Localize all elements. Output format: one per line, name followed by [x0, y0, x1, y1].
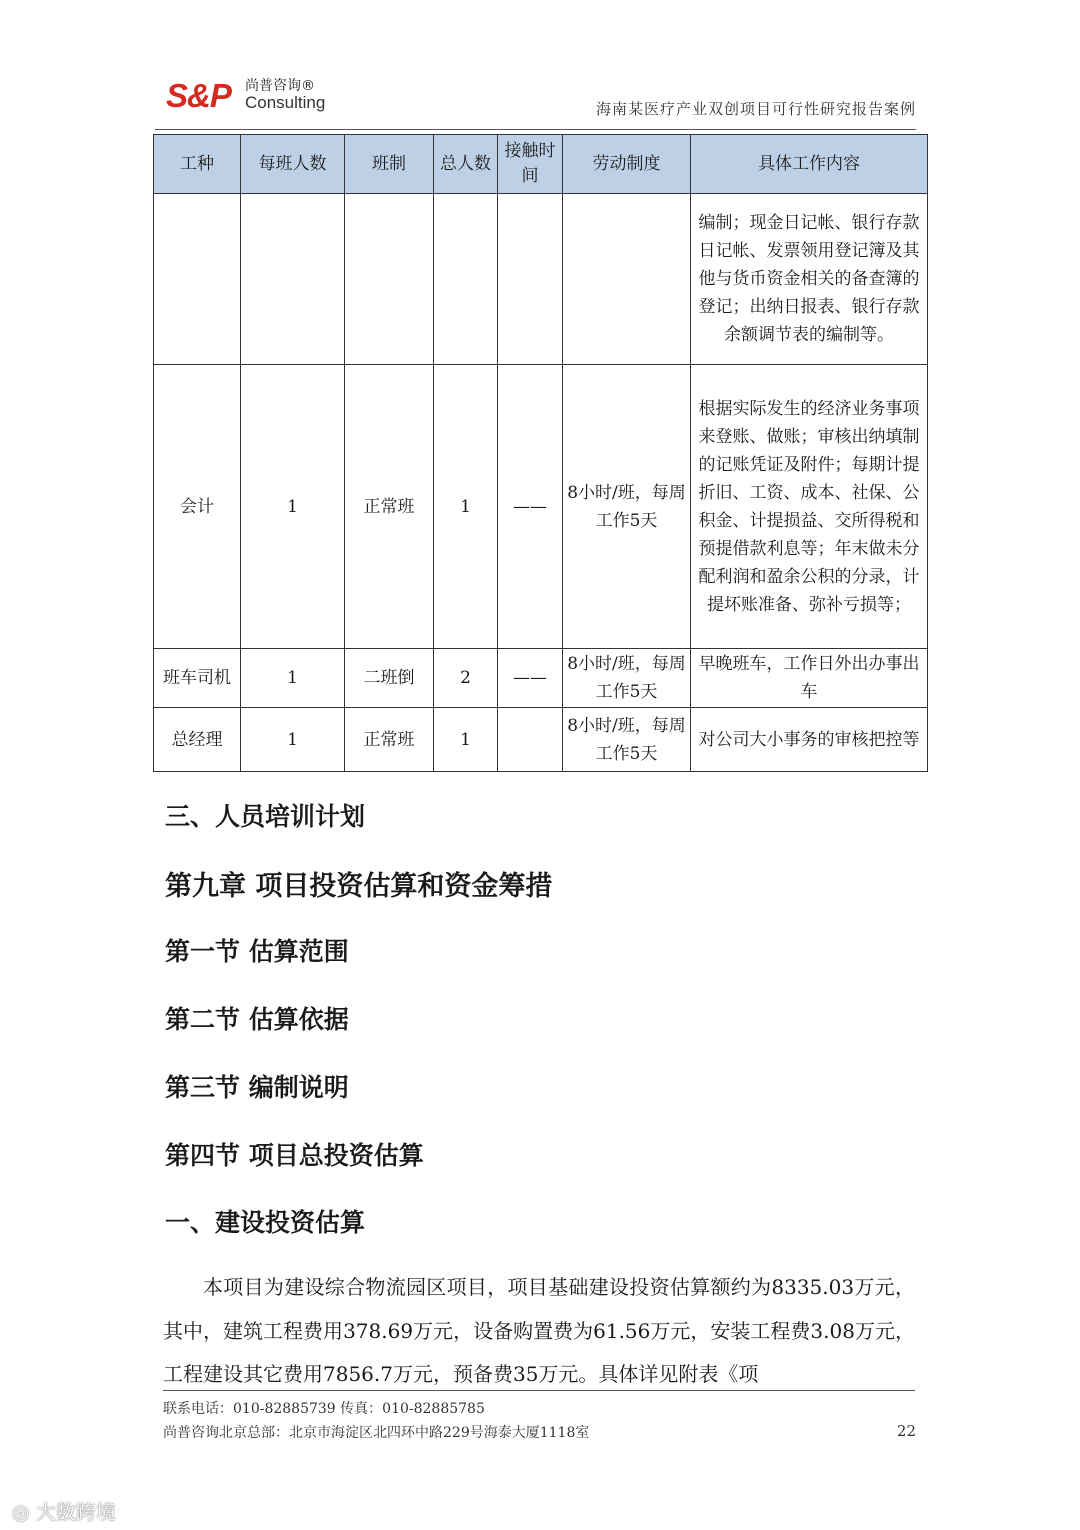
cell-shift [345, 194, 434, 365]
footer-address: 尚普咨询北京总部：北京市海淀区北四环中路229号海泰大厦1118室 [163, 1425, 590, 1441]
cell-shift: 正常班 [345, 365, 434, 649]
watermark-text: 大数跨境 [35, 1500, 116, 1524]
section-heading-2: 第二节 估算依据 [165, 1005, 349, 1034]
header-divider [155, 129, 916, 130]
cell-per-shift: 1 [241, 708, 345, 772]
cell-role: 总经理 [154, 708, 241, 772]
cell-per-shift [241, 194, 345, 365]
cell-role: 会计 [154, 365, 241, 649]
table-row [154, 194, 928, 365]
section-heading-1: 第一节 估算范围 [165, 937, 349, 966]
footer-divider [163, 1390, 915, 1391]
subheading-construction-investment: 一、建设投资估算 [165, 1208, 366, 1237]
cell-per-shift: 1 [241, 365, 345, 649]
header-cell: 班制 [345, 135, 434, 194]
header-cell: 每班人数 [241, 135, 345, 194]
table-header-row [154, 135, 928, 194]
watermark-icon: ◎ [12, 1500, 36, 1524]
report-title: 海南某医疗产业双创项目可行性研究报告案例 [595, 100, 916, 118]
header-cell: 接触时间 [498, 135, 563, 194]
cell-shift: 正常班 [345, 708, 434, 772]
section-heading-4: 第四节 项目总投资估算 [165, 1141, 424, 1170]
cell-contact [498, 194, 563, 365]
cell-content: 根据实际发生的经济业务事项来登账、做账；审核出纳填制的记账凭证及附件；每期计提折旧、工资、成本、社保、公积金、计提损益、交所得税和预提借款利息等；年末做未分配利润和盈余公积的分录，计提坏账准备、弥补亏损等； [691, 365, 928, 649]
cell-shift: 二班倒 [345, 649, 434, 708]
cell-content: 早晚班车，工作日外出办事出车 [691, 649, 928, 708]
cell-role: 班车司机 [154, 649, 241, 708]
cell-contact: —— [498, 649, 563, 708]
logo-english: Consulting [245, 93, 326, 112]
paragraph-text: 本项目为建设综合物流园区项目，项目基础建设投资估算额约为8335.03万元，其中，建筑工程费用378.69万元，设备购置费为61.56万元，安装工程费3.08万元，工程建设其它费用7856.7万元，预备费35万元。具体详见附表《项 [163, 1275, 915, 1386]
cell-labor: 8小时/班，每周工作5天 [563, 365, 691, 649]
table-row [154, 649, 928, 708]
cell-contact [498, 708, 563, 772]
cell-total: 2 [434, 649, 498, 708]
body-paragraph [163, 1266, 915, 1397]
header-cell: 劳动制度 [563, 135, 691, 194]
header-cell: 工种 [154, 135, 241, 194]
heading-training-plan: 三、人员培训计划 [165, 802, 366, 831]
section-heading-3: 第三节 编制说明 [165, 1073, 349, 1102]
cell-contact: —— [498, 365, 563, 649]
chapter-heading: 第九章 项目投资估算和资金筹措 [165, 871, 553, 902]
table-row [154, 708, 928, 772]
watermark [12, 1496, 116, 1525]
logo-chinese: 尚普咨询® [245, 78, 315, 94]
cell-labor: 8小时/班，每周工作5天 [563, 649, 691, 708]
cell-content: 对公司大小事务的审核把控等 [691, 708, 928, 772]
cell-total: 1 [434, 365, 498, 649]
page-number: 22 [896, 1422, 916, 1440]
staffing-table [153, 134, 928, 772]
cell-per-shift: 1 [241, 649, 345, 708]
cell-total [434, 194, 498, 365]
cell-content: 编制；现金日记帐、银行存款日记帐、发票领用登记簿及其他与货币资金相关的备查簿的登记；出纳日报表、银行存款余额调节表的编制等。 [691, 194, 928, 365]
cell-labor: 8小时/班，每周工作5天 [563, 708, 691, 772]
cell-role [154, 194, 241, 365]
footer-contact: 联系电话：010-82885739 传真：010-82885785 [163, 1401, 485, 1417]
cell-total: 1 [434, 708, 498, 772]
logo-mark: S&P [166, 77, 231, 114]
table-row [154, 365, 928, 649]
header-cell: 总人数 [434, 135, 498, 194]
header-cell: 具体工作内容 [691, 135, 928, 194]
cell-labor [563, 194, 691, 365]
